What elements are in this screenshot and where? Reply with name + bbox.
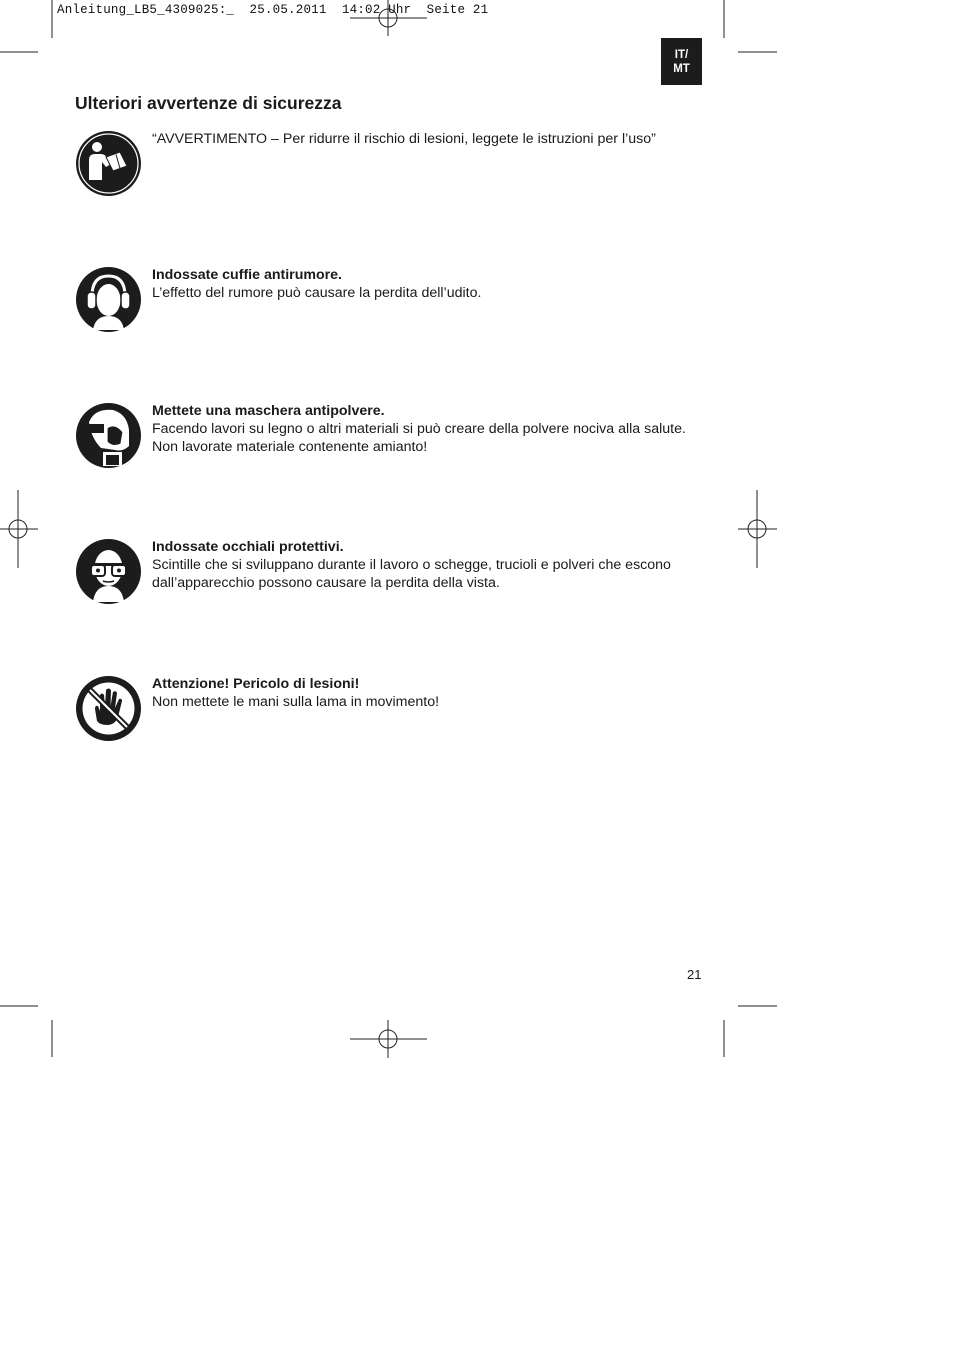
read-manual-icon	[75, 130, 142, 197]
item-heading: Mettete una maschera antipolvere.	[152, 403, 385, 419]
ear-protection-icon	[75, 266, 142, 333]
language-tab-line1: IT/	[674, 48, 689, 61]
print-slug: Anleitung_LB5_4309025:_ 25.05.2011 14:02 Uhr Seite 21	[57, 3, 489, 17]
language-tab-line2: MT	[673, 62, 690, 75]
page-title: Ulteriori avvertenze di sicurezza	[75, 93, 342, 113]
item-heading: Indossate cuffie antirumore.	[152, 267, 342, 283]
safety-glasses-icon	[75, 538, 142, 605]
item-text: Scintille che si sviluppano durante il lavoro o schegge, trucioli e polveri che escono	[152, 557, 671, 573]
item-text: “AVVERTIMENTO – Per ridurre il rischio di lesioni, leggete le istruzioni per l’uso”	[152, 131, 656, 147]
no-hands-icon	[75, 675, 142, 742]
item-heading: Indossate occhiali protettivi.	[152, 539, 344, 555]
item-heading: Attenzione! Pericolo di lesioni!	[152, 676, 360, 692]
page-number: 21	[687, 967, 702, 982]
item-text: Non mettete le mani sulla lama in movimento!	[152, 694, 440, 710]
item-text: dall’apparecchio possono causare la perdita della vista.	[152, 575, 500, 591]
item-text: Non lavorate materiale contenente amianto!	[152, 439, 428, 455]
dust-mask-icon	[75, 402, 142, 469]
item-text: Facendo lavori su legno o altri materiali si può creare della polvere nociva alla salute.	[152, 421, 686, 437]
language-tab	[661, 38, 702, 85]
item-text: L’effetto del rumore può causare la perdita dell’udito.	[152, 285, 482, 301]
